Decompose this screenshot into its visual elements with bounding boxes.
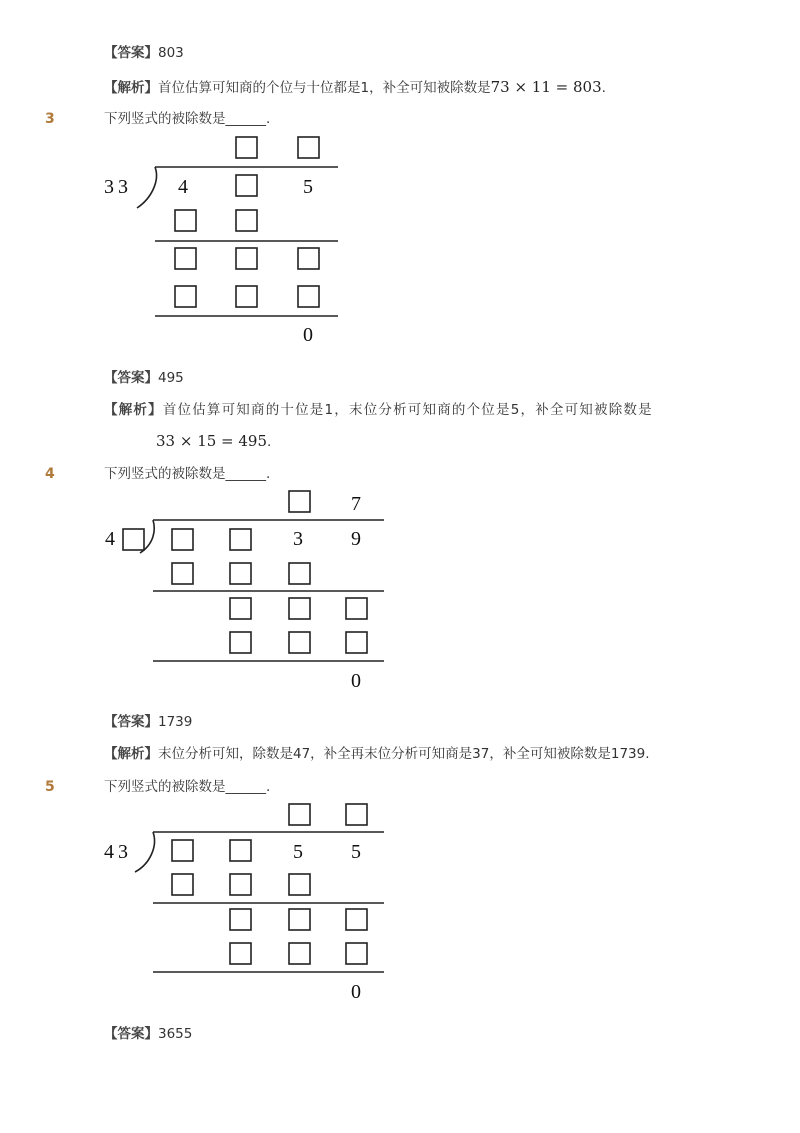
problem-number: 5 [45, 779, 55, 795]
quotient-box [346, 804, 367, 825]
remainder-box [230, 909, 251, 930]
product-box [172, 874, 193, 895]
product-box [289, 874, 310, 895]
answer-label: 【答案】 [104, 370, 158, 386]
problem-question: 下列竖式的被除数是______. [104, 466, 271, 482]
answer-value: 1739 [158, 714, 193, 730]
divisor: 3 3 [104, 176, 129, 198]
answer-label: 【答案】 [104, 45, 158, 61]
analysis-label: 【解析】 [104, 80, 158, 96]
remainder-box [289, 909, 310, 930]
dividend-box [172, 840, 193, 861]
division-bracket [135, 832, 154, 872]
analysis-math: 33 × 15 = 495 [156, 432, 268, 450]
analysis-end: . [601, 80, 606, 96]
dividend-digit: 5 [303, 176, 313, 198]
quotient-digit: 7 [351, 493, 361, 515]
dividend-digit: 5 [293, 841, 303, 863]
divisor: 4 3 [104, 841, 129, 863]
answer-value: 495 [158, 370, 184, 386]
analysis-text: 首位估算可知商的十位是1，末位分析可知商的个位是5，补全可知被除数是 [162, 402, 653, 418]
final-remainder: 0 [351, 670, 361, 692]
final-remainder: 0 [303, 324, 313, 346]
dividend-digit: 4 [178, 176, 188, 198]
analysis-end: . [267, 434, 272, 450]
answer-value: 3655 [158, 1026, 193, 1042]
problem-question: 下列竖式的被除数是______. [104, 111, 271, 127]
product-box [230, 874, 251, 895]
dividend-digit: 3 [293, 528, 303, 550]
product-box [289, 943, 310, 964]
problem-number: 3 [45, 111, 55, 127]
dividend-digit: 5 [351, 841, 361, 863]
dividend-box [230, 840, 251, 861]
product-box [230, 943, 251, 964]
final-remainder: 0 [351, 981, 361, 1003]
answer-value: 803 [158, 45, 184, 61]
dividend-digit: 9 [351, 528, 361, 550]
product-box [346, 943, 367, 964]
analysis-label: 【解析】 [104, 402, 163, 418]
analysis-text: 末位分析可知，除数是47，补全再末位分析可知商是37，补全可知被除数是1739. [158, 746, 650, 762]
analysis-text: 首位估算可知商的个位与十位都是1，补全可知被除数是 [158, 80, 491, 96]
answer-label: 【答案】 [104, 714, 158, 730]
answer-line [104, 1028, 192, 1042]
answer-label: 【答案】 [104, 1026, 158, 1042]
quotient-box [289, 804, 310, 825]
analysis-label: 【解析】 [104, 746, 158, 762]
problem-number: 4 [45, 466, 55, 482]
problem-question: 下列竖式的被除数是______. [104, 779, 271, 795]
remainder-box [346, 909, 367, 930]
analysis-math: 73 × 11 = 803 [490, 78, 602, 96]
divisor: 4 [105, 528, 115, 550]
